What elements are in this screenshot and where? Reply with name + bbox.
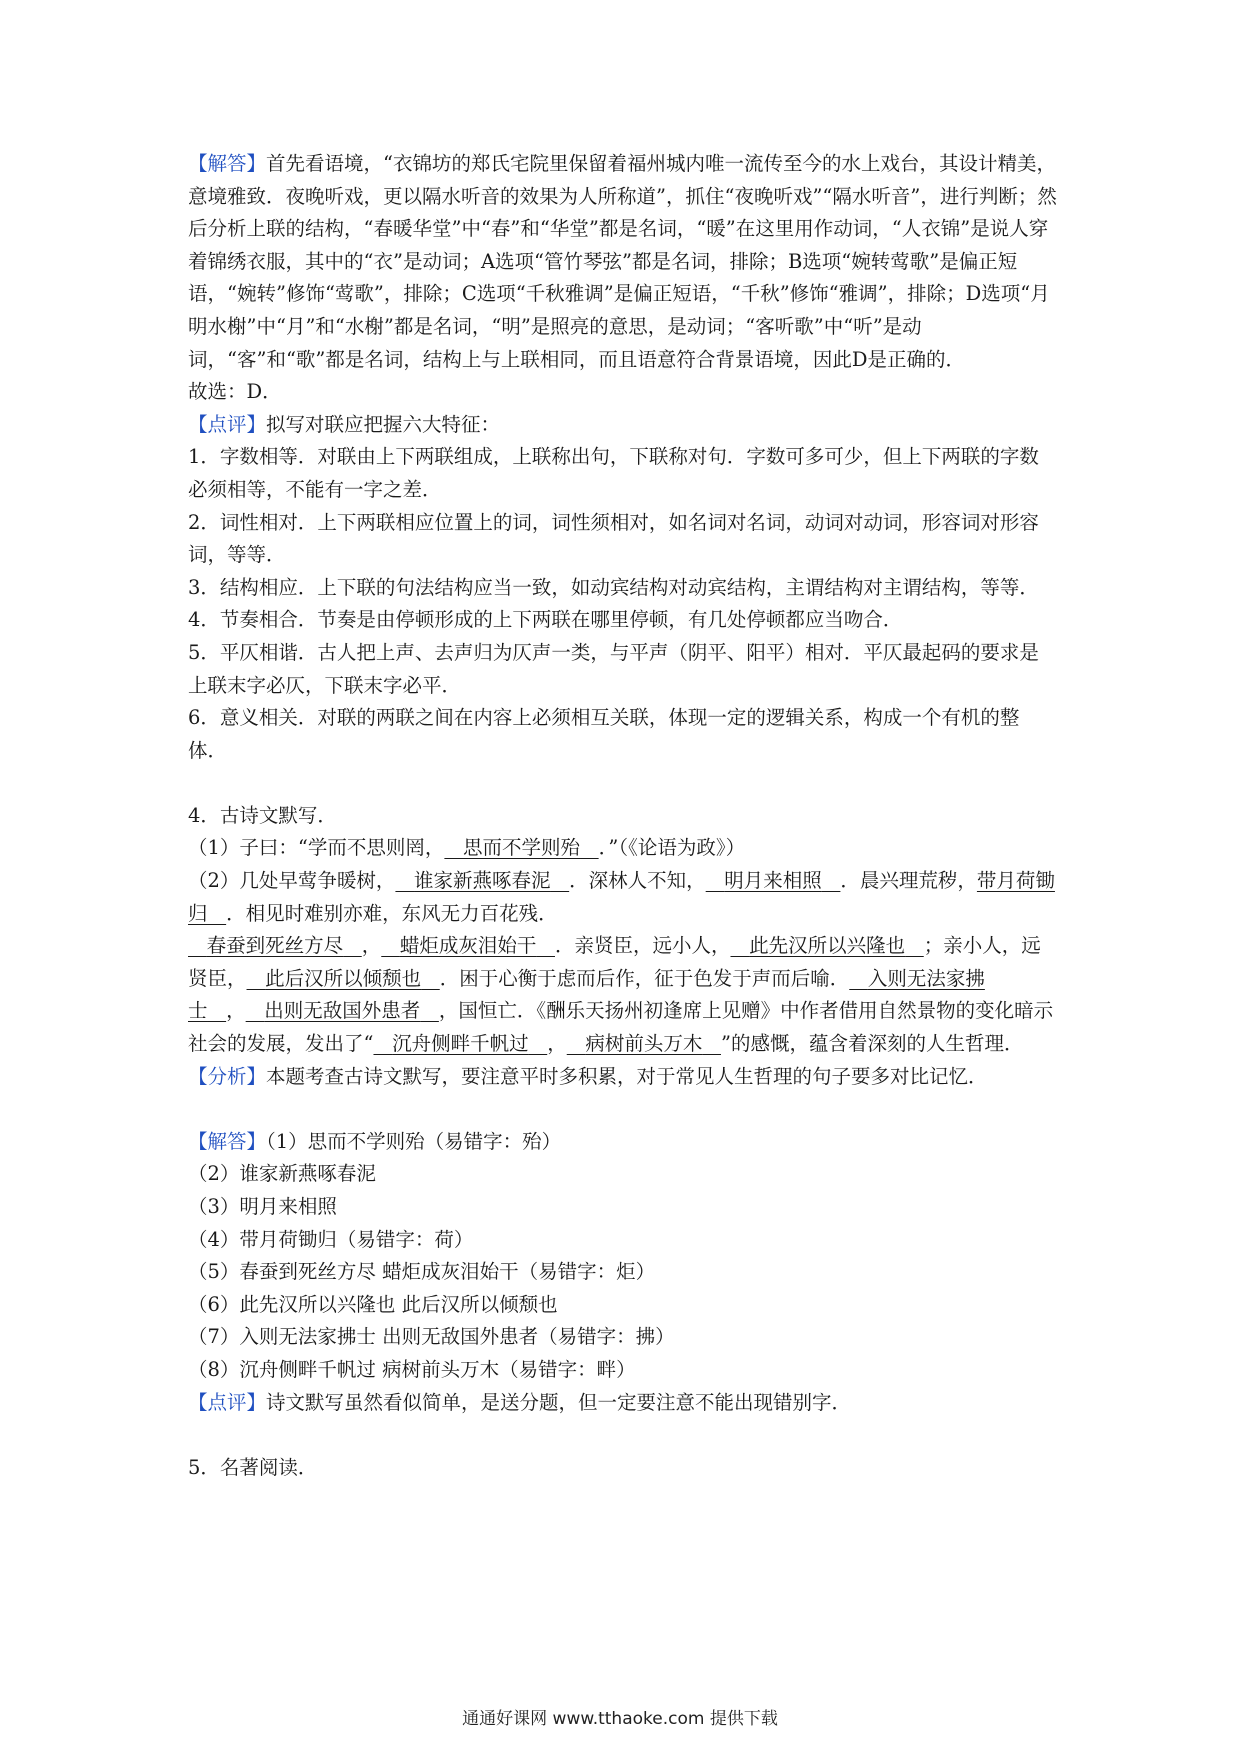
answer-paragraph — [188, 1126, 1058, 1159]
text: ， — [226, 999, 246, 1023]
text: ．亲贤臣，远小人， — [554, 934, 731, 958]
blank-answer: 入则无法家拂士 — [188, 966, 985, 1023]
comment-paragraph — [188, 409, 1058, 442]
text: ，国恒亡．《酬乐天扬州初逢席上见赠》中作者借用自然景物的变化暗示社会的发展，发出了“ — [188, 999, 1054, 1056]
question-5-title: 5．名著阅读． — [188, 1455, 318, 1479]
blank-answer: 谁家新燕啄春泥 — [414, 869, 551, 893]
analysis-text: 本题考查古诗文默写，要注意平时多积累，对于常见人生哲理的句子要多对比记忆． — [266, 1064, 988, 1088]
blank-answer: 沉舟侧畔千帆过 — [392, 1032, 529, 1056]
fill-blank — [373, 1032, 547, 1055]
spacer — [188, 767, 1058, 800]
text: ， — [547, 1032, 567, 1056]
text: （1）子曰：“学而不思则罔， — [188, 836, 445, 860]
answer-tag: 【解答】 — [188, 152, 267, 175]
comment-tag: 【点评】 — [188, 412, 267, 436]
text: ．深林人不知， — [569, 869, 706, 893]
page-footer: 通通好课网 www.tthaoke.com 提供下载 — [462, 1709, 778, 1729]
answer-item: （1）思而不学则殆（易错字：殆） — [266, 1129, 562, 1153]
comment-text: 诗文默写虽然看似简单，是送分题，但一定要注意不能出现错别字． — [266, 1390, 852, 1414]
answer-paragraph — [188, 148, 1058, 376]
answer-item: （8）沉舟侧畔千帆过 病树前头万木（易错字：畔） — [188, 1357, 636, 1381]
comment-item: 4．节奏相合．节奏是由停顿形成的上下两联在哪里停顿，有几处停顿都应当吻合． — [188, 608, 903, 632]
answer-item: （4）带月荷锄归（易错字：荷） — [188, 1227, 474, 1251]
fill-blank — [247, 967, 440, 990]
blank-answer: 出则无敌国外患者 — [264, 999, 421, 1023]
answer-item: （3）明月来相照 — [188, 1195, 337, 1218]
fill-blank — [395, 869, 569, 892]
blank-answer: 春蚕到死丝方尽 — [206, 934, 344, 958]
comment-item: 5．平仄相谐．古人把上声、去声归为仄声一类，与平声（阴平、阳平）相对．平仄最起码的要求是上联末字必仄，下联末字必平． — [188, 640, 1039, 697]
q4-line-3 — [188, 930, 1058, 1060]
choice-line: 故选：D． — [188, 380, 282, 404]
text: ；亲小人，远贤臣， — [188, 934, 1041, 990]
text: ．”（《论语为政》） — [598, 836, 746, 860]
blank-answer: 此后汉所以倾颓也 — [265, 966, 422, 990]
comment-tag: 【点评】 — [188, 1390, 267, 1414]
text: ， — [361, 934, 382, 958]
text: ．困于心衡于虑而后作，征于色发于声而后喻． — [439, 966, 850, 990]
comment-item: 3．结构相应．上下联的句法结构应当一致，如动宾结构对动宾结构，主谓结构对主谓结构，等等． — [188, 575, 1039, 599]
answer-text: 首先看语境，“衣锦坊的郑氏宅院里保留着福州城内唯一流传至今的水上戏台，其设计精美，意境雅致．夜晚听戏，更以隔水听音的效果为人所称道”，抓住“夜晚听戏”“隔水听音”，进行判断；然后分析上联的结构，“春暖华堂”中“春”和“华堂”都是名词，“暖”在这里用作动词，“人衣锦”是说人穿着锦绣衣服，其中的“衣”是动词；A选项“管竹琴弦”都是名词，排除；B选项“婉转莺歌”是偏正短语，“婉转”修饰“莺歌”，排除；C选项“千秋雅调”是偏正短语，“千秋”修饰“雅调”，排除；D选项“月明水榭”中“月”和“水榭”都是名词，“明”是照亮的意思，是动词；“客听歌”中“听”是动词，“客”和“歌”都是名词，结构上与上联相同，而且语意符合背景语境，因此D是正确的． — [188, 152, 1057, 371]
comment-item: 1．字数相等．对联由上下两联组成，上联称出句，下联称对句．字数可多可少，但上下两联的字数必须相等，不能有一字之差． — [188, 445, 1039, 501]
answer-item: （6）此先汉所以兴隆也 此后汉所以倾颓也 — [188, 1292, 558, 1316]
comment-item: 6．意义相关．对联的两联之间在内容上必须相互关联，体现一定的逻辑关系，构成一个有机的整体． — [188, 706, 1020, 762]
spacer — [188, 1419, 1058, 1452]
q4-line-2 — [188, 865, 1058, 930]
answer-item: （2）谁家新燕啄春泥 — [188, 1162, 376, 1186]
text: ．相见时难别亦难，东风无力百花残． — [226, 901, 558, 925]
text: ．晨兴理荒秽， — [840, 869, 977, 893]
fill-blank — [731, 934, 924, 957]
spacer — [188, 1093, 1058, 1126]
comment-paragraph — [188, 1387, 1058, 1420]
blank-answer: 思而不学则殆 — [463, 836, 581, 860]
answer-tag: 【解答】 — [188, 1129, 267, 1153]
fill-blank — [706, 869, 841, 892]
fill-blank — [381, 934, 555, 957]
text: ”的感慨，蕴含着深刻的人生哲理． — [720, 1032, 1024, 1056]
page-content — [188, 148, 1058, 1484]
analysis-paragraph — [188, 1061, 1058, 1094]
question-4-title: 4．古诗文默写． — [188, 803, 337, 827]
text: （2）几处早莺争暖树， — [188, 869, 396, 893]
blank-answer: 病树前头万木 — [585, 1032, 703, 1056]
fill-blank — [246, 999, 439, 1022]
fill-blank — [567, 1032, 721, 1055]
answer-item: （5）春蚕到死丝方尽 蜡炬成灰泪始干（易错字：炬） — [188, 1260, 656, 1284]
blank-answer: 明月来相照 — [724, 869, 822, 893]
q4-line-1 — [188, 832, 1058, 865]
answer-item: （7）入则无法家拂士 出则无敌国外患者（易错字：拂） — [188, 1325, 675, 1349]
blank-answer: 带月荷锄归 — [188, 869, 1055, 925]
fill-blank — [188, 934, 362, 957]
analysis-tag: 【分析】 — [188, 1064, 267, 1088]
blank-answer: 此先汉所以兴隆也 — [749, 934, 906, 958]
blank-answer: 蜡炬成灰泪始干 — [399, 934, 537, 958]
fill-blank — [444, 836, 598, 859]
comment-text: 拟写对联应把握六大特征： — [266, 412, 501, 436]
comment-item: 2．词性相对．上下两联相应位置上的词，词性须相对，如名词对名词，动词对动词，形容词对形容词，等等． — [188, 510, 1039, 567]
